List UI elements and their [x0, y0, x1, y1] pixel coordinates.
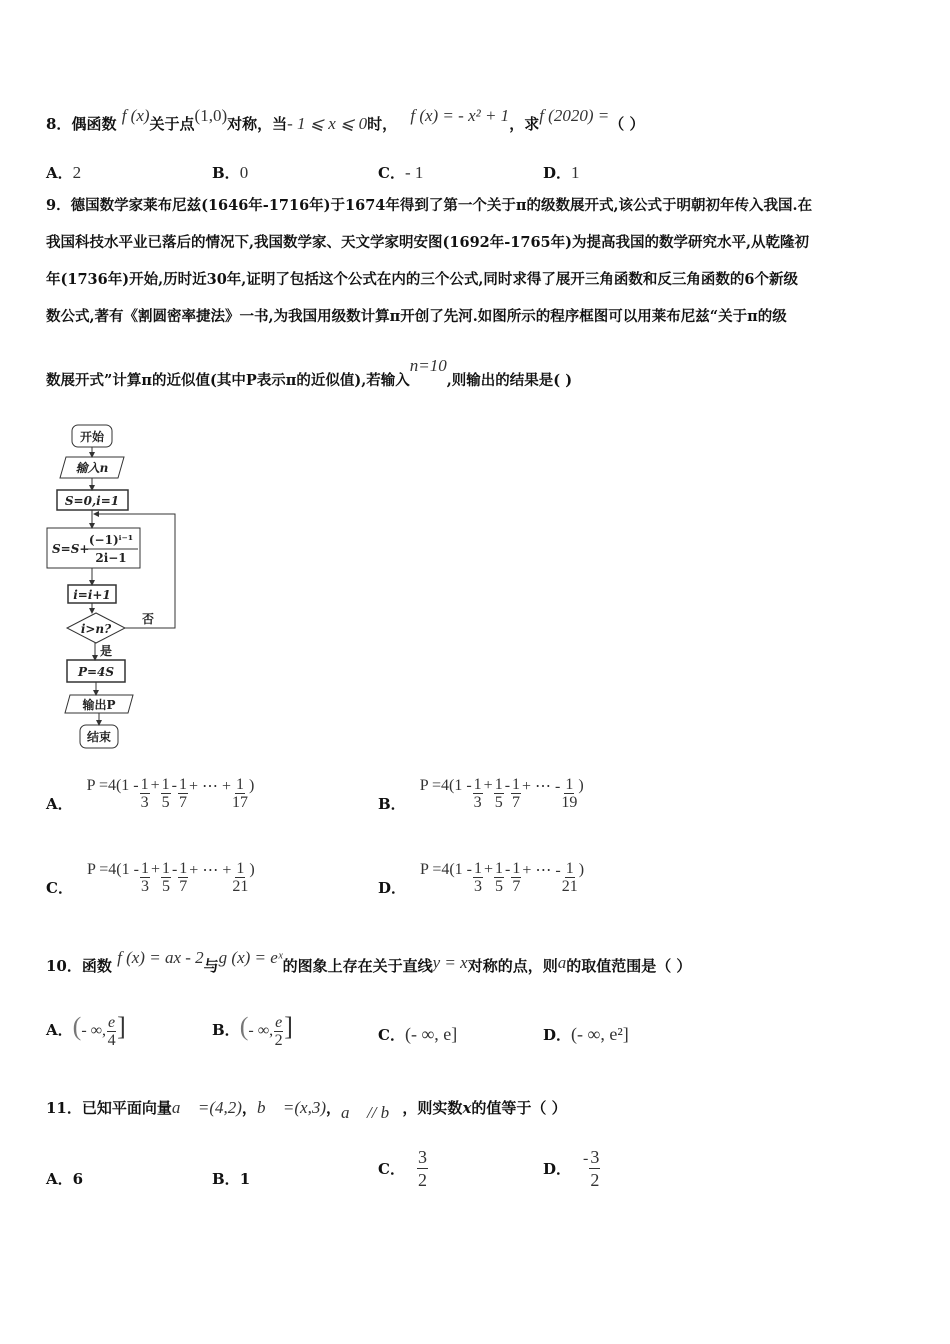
q11-text: 已知平面向量 [81, 1099, 172, 1117]
q11-option-a[interactable] [46, 1168, 83, 1189]
expression-suffix: ) [249, 776, 255, 794]
fraction [473, 860, 483, 895]
q11-option-c[interactable] [378, 1146, 429, 1191]
fraction [232, 860, 248, 895]
update-numerator: (−1)ⁱ⁻¹ [88, 533, 134, 547]
option-value: - 1 [404, 163, 424, 182]
denominator: 2 [274, 1031, 283, 1049]
update-lhs: S=S+ [52, 542, 90, 556]
q8-text: ，求 [509, 115, 540, 133]
denominator: 7 [178, 794, 187, 811]
numerator: 1 [473, 776, 482, 793]
q8-ask: f (2020) = [539, 106, 610, 125]
numerator: 1 [161, 776, 170, 793]
numerator: 1 [512, 860, 521, 877]
numerator: 1 [474, 860, 482, 877]
option-label: C． [46, 879, 73, 897]
question-9-line: 9．德国数学家莱布尼兹(1646年-1716年)于1674年得到了第一个关于π的级数展开式,该公式于明朝初年传入我国.在 [46, 197, 813, 214]
q8-text: 关于点 [149, 115, 195, 133]
denominator: 19 [561, 794, 578, 811]
option-label: C． [378, 1160, 405, 1178]
expression-prefix: P =4(1 - [420, 860, 472, 878]
option-value: 1 [571, 163, 580, 182]
q11-var: x [462, 1099, 472, 1117]
fraction [178, 776, 188, 811]
numerator: 1 [161, 860, 170, 877]
fraction [161, 860, 171, 895]
option-value: (- ∞, e²] [571, 1024, 629, 1044]
q8-expression: f (x) = - x² + 1 [410, 106, 510, 125]
separator: ， [241, 1099, 257, 1117]
numerator: e [275, 1013, 283, 1031]
denominator: 3 [140, 794, 149, 811]
fraction [511, 776, 521, 811]
q10-text: 函数 [81, 957, 112, 975]
q8-text: 偶函数 [71, 115, 117, 133]
bracket: ( [239, 1012, 249, 1041]
loop-arrow [94, 514, 175, 628]
init-label: S=0,i=1 [64, 494, 120, 508]
option-value: - ∞, [248, 1022, 274, 1039]
fraction [140, 776, 150, 811]
q8-text: 时， [367, 115, 398, 133]
q9-text: 数展开式”计算π的近似值(其中P表示π的近似值),若输入 [46, 372, 410, 389]
question-11 [46, 1098, 567, 1122]
denominator: 5 [161, 878, 170, 895]
option-label: A． [46, 1021, 73, 1039]
numerator: 1 [565, 860, 574, 877]
fraction [417, 1146, 428, 1191]
question-number: 11． [46, 1099, 82, 1117]
fraction [473, 776, 483, 811]
denominator: 21 [232, 878, 249, 895]
denominator: 2 [590, 1170, 600, 1190]
q9-option-d[interactable] [378, 860, 584, 895]
q10-text: 与 [203, 957, 219, 975]
operator: + [150, 776, 160, 794]
q8-condition: - 1 ⩽ x ⩽ 0 [287, 114, 368, 133]
start-label: 开始 [79, 430, 105, 444]
operator: + ⋯ - [522, 777, 561, 795]
q10-option-b[interactable] [212, 1012, 293, 1049]
option-label: D． [543, 164, 572, 182]
bracket: ] [117, 1012, 126, 1041]
expression-suffix: ) [578, 860, 585, 878]
numerator: 1 [140, 776, 149, 793]
operator: - [504, 776, 511, 794]
numerator: 1 [495, 860, 504, 877]
separator: ， [326, 1099, 342, 1117]
denominator: 3 [474, 878, 482, 895]
fraction [494, 860, 504, 895]
option-label: C． [378, 164, 405, 182]
q10-g: g (x) = eˣ [218, 948, 283, 967]
q10-f: f (x) = ax - 2 [117, 948, 204, 967]
denominator: 3 [473, 794, 482, 811]
q10-var: a [557, 953, 567, 972]
denominator: 4 [107, 1031, 116, 1049]
option-label: B． [212, 1021, 240, 1039]
q10-option-d[interactable] [543, 1024, 629, 1045]
vector-a: a⃗ =(4,2) [171, 1098, 242, 1117]
numerator: 1 [565, 776, 574, 793]
question-9-line: 数公式,著有《割圆密率捷法》一书,为我国用级数计算π开创了先河.如图所示的程序框图可以用莱布尼兹“关于π的级 [46, 308, 787, 325]
option-label: B． [212, 164, 240, 182]
q11-option-d[interactable] [543, 1146, 601, 1191]
q11-option-b[interactable] [212, 1168, 250, 1189]
fraction [589, 1146, 600, 1191]
q10-text: 对称的点，则 [467, 957, 558, 975]
operator: + [484, 860, 494, 878]
update-denominator: 2i−1 [95, 551, 127, 565]
q9-option-a[interactable] [46, 776, 254, 811]
parallel-condition: a⃗ // b⃗ [341, 1103, 403, 1122]
expression-suffix: ) [249, 860, 255, 878]
expression-prefix: P =4(1 - [86, 860, 139, 878]
denominator: 21 [561, 878, 578, 895]
q10-option-c[interactable] [378, 1024, 457, 1045]
option-value: (- ∞, e] [404, 1024, 458, 1044]
fraction [232, 776, 248, 811]
denominator: 5 [494, 794, 503, 811]
operator: + [483, 776, 493, 794]
answer-blank: （ ） [609, 115, 645, 133]
question-9-line: 年(1736年)开始,历时近30年,证明了包括这个公式在内的三个公式,同时求得了展开三角函数和反三角函数的6个新级 [46, 271, 798, 288]
operator: - [171, 860, 178, 878]
fraction [511, 860, 521, 895]
option-label: D． [543, 1026, 572, 1044]
vector-b: b⃗ =(x,3) [256, 1098, 326, 1117]
option-value: 0 [239, 163, 249, 182]
numerator: 1 [236, 860, 245, 877]
numerator: 1 [140, 860, 149, 877]
condition-label: i>n? [80, 622, 112, 636]
denominator: 5 [495, 878, 504, 895]
q9-input-value: n=10 [409, 356, 447, 375]
operator: - [171, 776, 177, 794]
option-label: A． [46, 1170, 73, 1188]
denominator: 7 [512, 878, 521, 895]
option-label: C． [378, 1026, 405, 1044]
denominator: 2 [417, 1170, 427, 1190]
compute-label: P=4S [77, 665, 115, 679]
fraction [178, 860, 188, 895]
denominator: 7 [179, 878, 188, 895]
bracket: ] [284, 1012, 293, 1041]
denominator: 7 [512, 794, 521, 811]
numerator: 1 [179, 860, 188, 877]
q10-option-a[interactable] [46, 1012, 126, 1049]
q11-text: 的值等于（ ） [471, 1099, 567, 1117]
fraction [107, 1014, 116, 1049]
q9-option-b[interactable] [378, 776, 584, 811]
q8-point: (1,0) [194, 106, 228, 125]
question-9-line: 我国科技水平业已落后的情况下,我国数学家、天文学家明安图(1692年-1765年)为提高我国的数学研究水平,从乾隆初 [46, 234, 810, 251]
option-value: - ∞, [81, 1022, 107, 1039]
q11-text: ，则实数 [402, 1099, 463, 1117]
option-label: B． [378, 795, 406, 813]
fraction [161, 776, 171, 811]
operator: + ⋯ + [188, 777, 232, 795]
expression-suffix: ) [578, 776, 584, 794]
q9-text: ,则输出的结果是( ) [446, 372, 573, 389]
denominator: 17 [232, 794, 249, 811]
question-10 [46, 948, 692, 976]
q8-text: 对称，当 [227, 115, 288, 133]
question-number: 10． [46, 957, 82, 975]
option-label: A． [46, 795, 73, 813]
fraction [494, 776, 504, 811]
option-value: 1 [239, 1170, 251, 1188]
expression-prefix: P =4(1 - [86, 776, 139, 794]
expression-prefix: P =4(1 - [419, 776, 472, 794]
q8-function: f (x) [121, 106, 150, 125]
option-label: B． [212, 1170, 240, 1188]
fraction [562, 860, 578, 895]
numerator: 1 [512, 776, 521, 793]
numerator: e [108, 1013, 116, 1031]
increment-label: i=i+1 [73, 588, 111, 602]
numerator: 3 [590, 1147, 600, 1167]
option-value: 2 [72, 163, 82, 182]
q10-text: 的图象上存在关于直线 [282, 957, 433, 975]
option-label: D． [543, 1160, 572, 1178]
denominator: 3 [140, 878, 149, 895]
operator: - [505, 860, 511, 878]
bracket: ( [72, 1012, 82, 1041]
fraction [140, 860, 150, 895]
no-label: 否 [142, 612, 155, 626]
fraction [561, 776, 577, 811]
end-label: 结束 [86, 730, 112, 744]
q10-text: 的取值范围是（ ） [566, 957, 692, 975]
question-number: 8． [46, 115, 72, 133]
operator: + ⋯ + [189, 861, 232, 879]
option-value: 6 [72, 1170, 84, 1188]
output-label: 输出P [82, 698, 116, 712]
denominator: 5 [161, 794, 170, 811]
q9-option-c[interactable] [46, 860, 255, 895]
numerator: 1 [236, 776, 245, 793]
option-label: A． [46, 164, 73, 182]
numerator: 1 [178, 776, 187, 793]
option-label: D． [378, 879, 407, 897]
yes-label: 是 [100, 644, 113, 658]
input-label: 输入n [75, 461, 109, 475]
q10-line: y = x [432, 953, 468, 972]
operator: + ⋯ - [522, 861, 561, 879]
minus-sign: - [583, 1149, 589, 1167]
numerator: 1 [494, 776, 503, 793]
numerator: 3 [417, 1147, 427, 1167]
fraction [274, 1014, 283, 1049]
operator: + [150, 860, 160, 878]
